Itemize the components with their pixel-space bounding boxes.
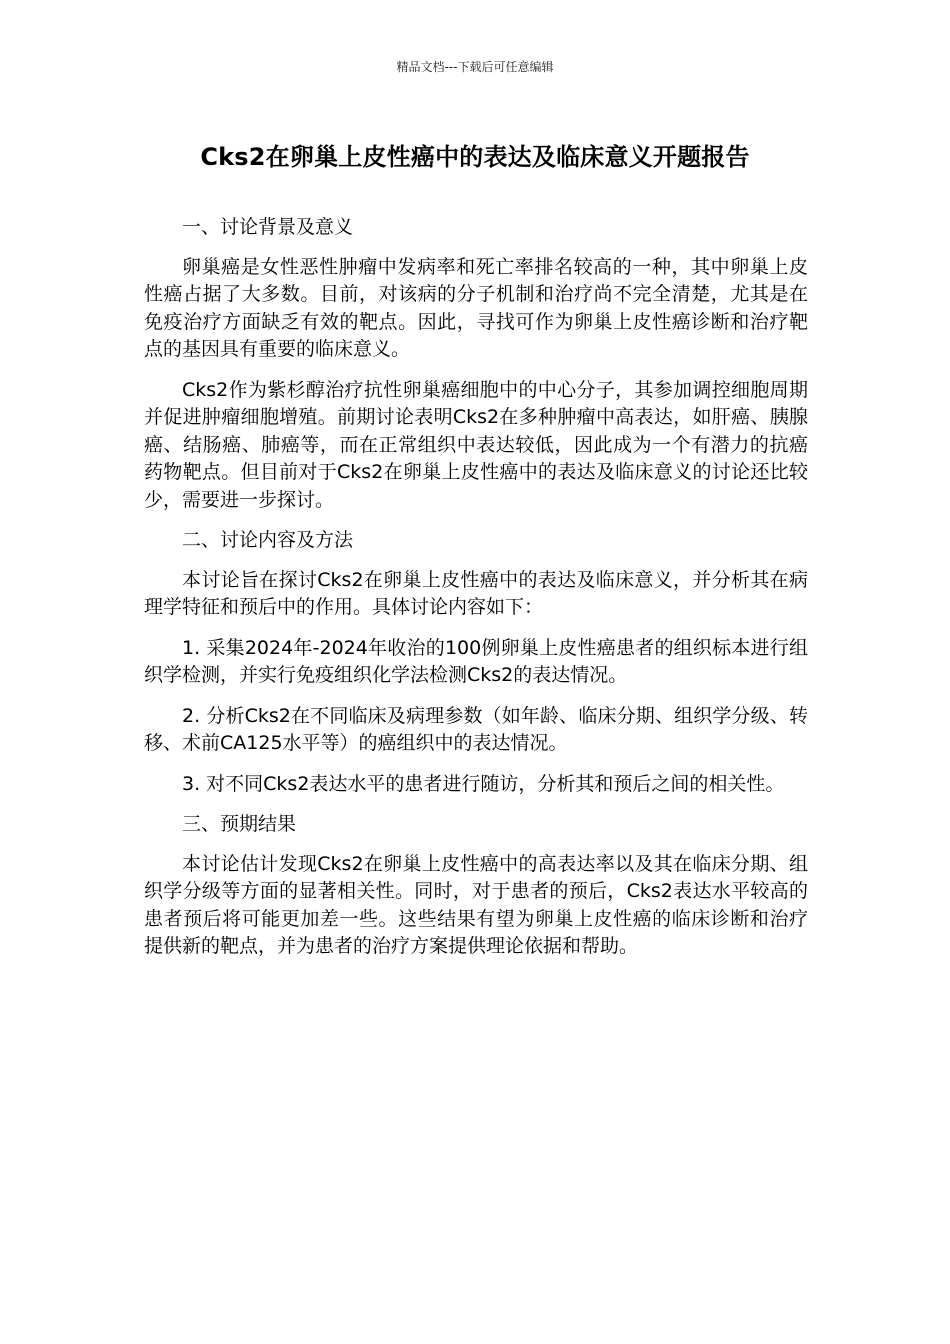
paragraph-background-2: Cks2作为紫杉醇治疗抗性卵巢癌细胞中的中心分子，其参加调控细胞周期并促进肿瘤细胞增殖。前期讨论表明Cks2在多种肿瘤中高表达，如肝癌、胰腺癌、结肠癌、肺癌等，而在正常组织中表达较低，因此成为一个有潜力的抗癌药物靶点。但目前对于Cks2在卵巢上皮性癌中的表达及临床意义的讨论还比较少，需要进一步探讨。 <box>144 378 808 511</box>
section-heading-methods: 二、讨论内容及方法 <box>182 529 354 551</box>
methods-item-1: 1. 采集2024年-2024年收治的100例卵巢上皮性癌患者的组织标本进行组织学检测，并实行免疫组织化学法检测Cks2的表达情况。 <box>144 636 808 686</box>
section-heading-background: 一、讨论背景及意义 <box>182 216 354 238</box>
paragraph-background-1: 卵巢癌是女性恶性肿瘤中发病率和死亡率排名较高的一种，其中卵巢上皮性癌占据了大多数。目前，对该病的分子机制和治疗尚不完全清楚，尤其是在免疫治疗方面缺乏有效的靶点。因此，寻找可作为卵巢上皮性癌诊断和治疗靶点的基因具有重要的临床意义。 <box>144 255 808 360</box>
document-title: Cks2在卵巢上皮性癌中的表达及临床意义开题报告 <box>200 143 750 171</box>
methods-item-3: 3. 对不同Cks2表达水平的患者进行随访，分析其和预后之间的相关性。 <box>182 772 785 795</box>
paragraph-results: 本讨论估计发现Cks2在卵巢上皮性癌中的高表达率以及其在临床分期、组织学分级等方面的显著相关性。同时，对于患者的预后，Cks2表达水平较高的患者预后将可能更加差一些。这些结果有望为卵巢上皮性癌的临床诊断和治疗提供新的靶点，并为患者的治疗方案提供理论依据和帮助。 <box>144 852 808 957</box>
paragraph-methods-intro: 本讨论旨在探讨Cks2在卵巢上皮性癌中的表达及临床意义，并分析其在病理学特征和预后中的作用。具体讨论内容如下： <box>144 568 808 618</box>
header-note: 精品文档---下载后可任意编辑 <box>396 60 554 74</box>
section-heading-results: 三、预期结果 <box>182 813 297 835</box>
methods-item-2: 2. 分析Cks2在不同临床及病理参数（如年龄、临床分期、组织学分级、转移、术前CA125水平等）的癌组织中的表达情况。 <box>144 704 808 754</box>
document-body <box>144 214 808 974</box>
